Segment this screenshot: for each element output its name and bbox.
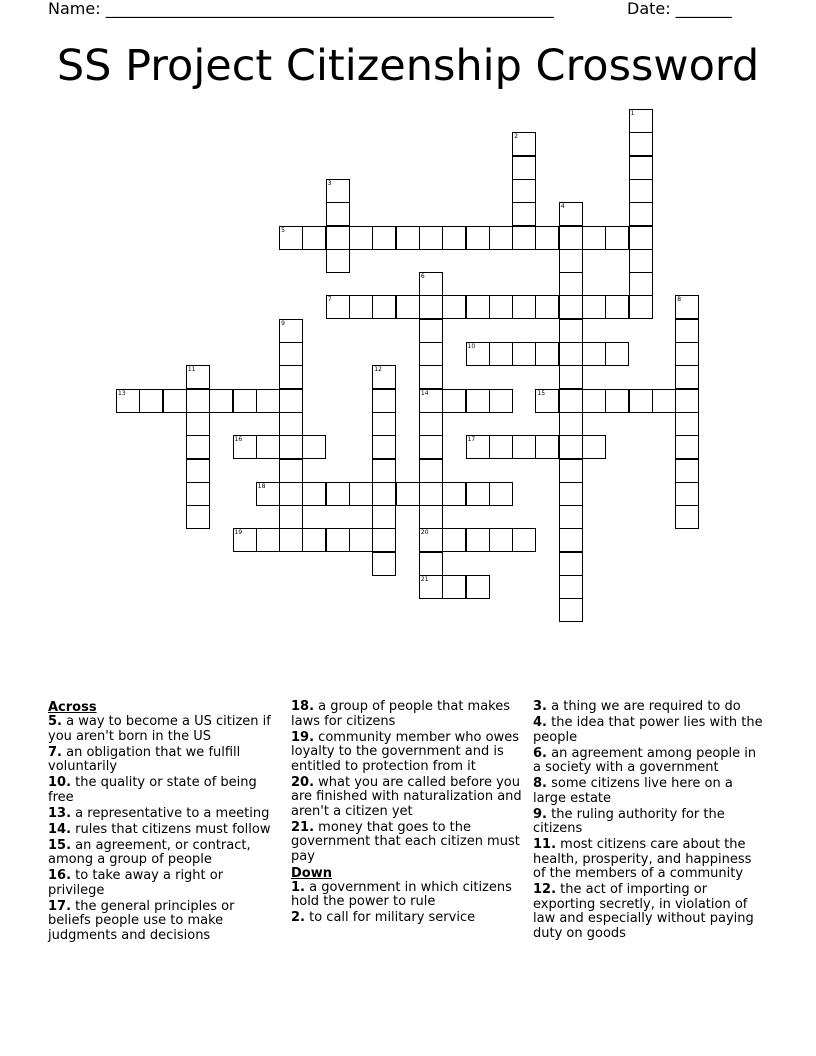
crossword-cell[interactable] bbox=[256, 435, 280, 459]
crossword-cell[interactable] bbox=[466, 575, 490, 599]
cell-number: 13 bbox=[118, 389, 126, 397]
clue-down bbox=[291, 881, 523, 910]
crossword-cell[interactable] bbox=[559, 295, 583, 319]
clue-across bbox=[48, 839, 280, 868]
cell-number: 7 bbox=[327, 296, 332, 304]
crossword-cell[interactable] bbox=[349, 528, 373, 552]
crossword-cell[interactable] bbox=[629, 132, 653, 156]
crossword-cell[interactable] bbox=[419, 412, 443, 436]
crossword-cell[interactable] bbox=[349, 295, 373, 319]
date-line: _______ bbox=[675, 0, 732, 18]
clue-down bbox=[533, 883, 765, 941]
clue-text: the act of importing or exporting secretly, in violation of law and especially without paying duty on goods bbox=[533, 882, 754, 941]
crossword-cell[interactable] bbox=[163, 389, 187, 413]
clue-text: community member who owes loyalty to the government and is entitled to protection from it bbox=[291, 729, 519, 774]
crossword-cell[interactable] bbox=[675, 482, 699, 506]
cell-number: 4 bbox=[560, 203, 565, 211]
cell-number: 18 bbox=[257, 482, 266, 490]
cell-number: 10 bbox=[467, 343, 476, 350]
crossword-cell[interactable] bbox=[256, 389, 280, 413]
crossword-cell[interactable] bbox=[559, 389, 583, 413]
crossword-cell[interactable] bbox=[675, 389, 699, 413]
crossword-cell[interactable] bbox=[629, 179, 653, 203]
name-label: Name: bbox=[48, 0, 106, 18]
crossword-cell[interactable] bbox=[349, 482, 373, 506]
clue-column-2 bbox=[291, 700, 523, 927]
crossword-cell[interactable] bbox=[559, 226, 583, 250]
clue-text: the idea that power lies with the people bbox=[533, 715, 763, 745]
clue-text: a way to become a US citizen if you aren't born in the US bbox=[48, 714, 271, 744]
crossword-cell[interactable] bbox=[186, 505, 210, 529]
clue-number: 9. bbox=[533, 806, 547, 822]
crossword-cell[interactable] bbox=[326, 179, 350, 203]
crossword-cell[interactable] bbox=[582, 435, 606, 459]
crossword-cell[interactable] bbox=[675, 365, 699, 389]
crossword-cell[interactable] bbox=[372, 505, 396, 529]
crossword-cell[interactable] bbox=[512, 435, 536, 459]
clue-text: a group of people that makes laws for citizens bbox=[291, 699, 511, 729]
crossword-cell[interactable] bbox=[326, 482, 350, 506]
crossword-cell[interactable] bbox=[559, 575, 583, 599]
clue-number: 1. bbox=[291, 879, 305, 895]
clue-across bbox=[291, 700, 523, 729]
down-heading: Down bbox=[291, 865, 332, 881]
crossword-cell[interactable] bbox=[675, 319, 699, 343]
clue-down bbox=[291, 911, 523, 926]
crossword-cell[interactable] bbox=[512, 528, 536, 552]
clue-number: 12. bbox=[533, 882, 557, 897]
crossword-cell[interactable] bbox=[629, 389, 653, 413]
crossword-cell[interactable] bbox=[256, 482, 280, 506]
cell-number: 17 bbox=[467, 436, 476, 444]
clue-number: 6. bbox=[533, 745, 547, 761]
crossword-cell[interactable] bbox=[559, 412, 583, 436]
crossword-cell[interactable] bbox=[582, 295, 606, 319]
crossword-cell[interactable] bbox=[629, 156, 653, 180]
crossword-cell[interactable] bbox=[489, 528, 513, 552]
crossword-cell[interactable] bbox=[466, 435, 490, 459]
clue-number: 11. bbox=[533, 837, 557, 852]
crossword-cell[interactable] bbox=[279, 226, 303, 250]
page-title: SS Project Citizenship Crossword bbox=[56, 41, 760, 91]
crossword-cell[interactable] bbox=[466, 389, 490, 413]
crossword-cell[interactable] bbox=[535, 435, 559, 459]
crossword-cell[interactable] bbox=[419, 459, 443, 483]
cell-number: 1 bbox=[630, 110, 635, 117]
crossword-cell[interactable] bbox=[489, 389, 513, 413]
crossword-cell[interactable] bbox=[466, 342, 490, 366]
clue-number: 4. bbox=[533, 715, 547, 730]
crossword-cell[interactable] bbox=[512, 202, 536, 226]
crossword-cell[interactable] bbox=[442, 528, 466, 552]
crossword-cell[interactable] bbox=[559, 552, 583, 576]
crossword-cell[interactable] bbox=[326, 295, 350, 319]
clue-number: 14. bbox=[48, 821, 72, 837]
crossword-cell[interactable] bbox=[559, 598, 583, 622]
clue-number: 3. bbox=[533, 699, 547, 714]
crossword-cell[interactable] bbox=[582, 389, 606, 413]
date-label: Date: bbox=[627, 0, 676, 18]
crossword-cell[interactable] bbox=[302, 482, 326, 506]
clue-text: what you are called before you are finished with naturalization and aren't a citizen yet bbox=[291, 774, 522, 819]
crossword-cell[interactable] bbox=[186, 435, 210, 459]
clue-across bbox=[48, 900, 280, 944]
clue-number: 5. bbox=[48, 714, 62, 729]
crossword-cell[interactable] bbox=[233, 528, 257, 552]
clue-text: some citizens live here on a large estate bbox=[533, 776, 733, 806]
cell-number: 12 bbox=[374, 366, 382, 374]
crossword-cell[interactable] bbox=[279, 528, 303, 552]
cell-number: 3 bbox=[327, 179, 332, 187]
crossword-cell[interactable] bbox=[535, 342, 559, 366]
crossword-cell[interactable] bbox=[419, 272, 443, 296]
crossword-cell[interactable] bbox=[582, 226, 606, 250]
crossword-cell[interactable] bbox=[186, 459, 210, 483]
crossword-cell[interactable] bbox=[279, 459, 303, 483]
cell-number: 9 bbox=[281, 319, 285, 327]
crossword-cell[interactable] bbox=[582, 342, 606, 366]
crossword-cell[interactable] bbox=[442, 295, 466, 319]
crossword-cell[interactable] bbox=[535, 295, 559, 319]
crossword-cell[interactable] bbox=[535, 226, 559, 250]
clue-number: 8. bbox=[533, 776, 547, 791]
crossword-cell[interactable] bbox=[629, 226, 653, 250]
crossword-cell[interactable] bbox=[535, 389, 559, 413]
crossword-cell[interactable] bbox=[372, 482, 396, 506]
clue-text: an agreement, or contract, among a group of people bbox=[48, 837, 251, 867]
clue-text: the ruling authority for the citizens bbox=[533, 806, 725, 836]
crossword-cell[interactable] bbox=[372, 295, 396, 319]
crossword-cell[interactable] bbox=[326, 249, 350, 273]
crossword-cell[interactable] bbox=[372, 528, 396, 552]
clue-across bbox=[48, 715, 280, 744]
crossword-cell[interactable] bbox=[559, 459, 583, 483]
clue-number: 16. bbox=[48, 868, 72, 883]
clue-number: 15. bbox=[48, 837, 72, 853]
crossword-cell[interactable] bbox=[512, 132, 536, 156]
crossword-cell[interactable] bbox=[326, 226, 350, 250]
cell-number: 14 bbox=[420, 389, 429, 397]
name-line: ________________________________________________________ bbox=[105, 0, 554, 18]
clue-text: a government in which citizens hold the power to rule bbox=[291, 879, 512, 909]
crossword-cell[interactable] bbox=[419, 389, 443, 413]
crossword-cell[interactable] bbox=[116, 389, 140, 413]
crossword-cell[interactable] bbox=[419, 319, 443, 343]
cell-number: 5 bbox=[281, 226, 285, 234]
crossword-cell[interactable] bbox=[233, 389, 257, 413]
clue-across bbox=[291, 821, 523, 865]
crossword-cell[interactable] bbox=[559, 365, 583, 389]
crossword-cell[interactable] bbox=[489, 226, 513, 250]
clue-across bbox=[48, 823, 280, 838]
clue-text: rules that citizens must follow bbox=[75, 821, 271, 837]
crossword-cell[interactable] bbox=[139, 389, 163, 413]
crossword-cell[interactable] bbox=[279, 412, 303, 436]
crossword-cell[interactable] bbox=[372, 412, 396, 436]
clue-down bbox=[533, 747, 765, 776]
crossword-cell[interactable] bbox=[675, 295, 699, 319]
crossword-cell[interactable] bbox=[419, 365, 443, 389]
crossword-cell[interactable] bbox=[186, 482, 210, 506]
crossword-cell[interactable] bbox=[279, 389, 303, 413]
clue-text: an agreement among people in a society with a government bbox=[533, 745, 757, 775]
clue-column-1 bbox=[48, 700, 280, 945]
crossword-cell[interactable] bbox=[279, 319, 303, 343]
clue-down bbox=[533, 700, 765, 715]
clue-text: the quality or state of being free bbox=[48, 775, 257, 805]
crossword-cell[interactable] bbox=[349, 226, 373, 250]
crossword-cell[interactable] bbox=[279, 342, 303, 366]
crossword-cell[interactable] bbox=[675, 342, 699, 366]
cell-number: 16 bbox=[234, 436, 243, 444]
clue-number: 21. bbox=[291, 819, 315, 835]
crossword-cell[interactable] bbox=[279, 482, 303, 506]
clue-down bbox=[533, 716, 765, 745]
clue-down bbox=[533, 777, 765, 806]
crossword-cell[interactable] bbox=[419, 505, 443, 529]
crossword-cell[interactable] bbox=[605, 342, 629, 366]
crossword-cell[interactable] bbox=[372, 226, 396, 250]
clue-text: a representative to a meeting bbox=[75, 805, 270, 821]
crossword-cell[interactable] bbox=[419, 295, 443, 319]
crossword-cell[interactable] bbox=[372, 365, 396, 389]
crossword-cell[interactable] bbox=[559, 319, 583, 343]
crossword-cell[interactable] bbox=[675, 459, 699, 483]
crossword-cell[interactable] bbox=[559, 528, 583, 552]
clue-number: 19. bbox=[291, 729, 315, 745]
cell-number: 15 bbox=[537, 389, 546, 397]
crossword-cell[interactable] bbox=[675, 435, 699, 459]
clue-across bbox=[48, 807, 280, 822]
clue-text: a thing we are required to do bbox=[551, 699, 741, 714]
crossword-cell[interactable] bbox=[629, 295, 653, 319]
cell-number: 21 bbox=[420, 576, 429, 583]
crossword-cell[interactable] bbox=[559, 272, 583, 296]
crossword-cell[interactable] bbox=[419, 575, 443, 599]
clue-text: an obligation that we fulfill voluntarily bbox=[48, 744, 241, 774]
crossword-cell[interactable] bbox=[559, 482, 583, 506]
crossword-cell[interactable] bbox=[372, 459, 396, 483]
crossword-cell[interactable] bbox=[256, 528, 280, 552]
crossword-cell[interactable] bbox=[419, 482, 443, 506]
crossword-cell[interactable] bbox=[559, 249, 583, 273]
crossword-cell[interactable] bbox=[629, 272, 653, 296]
crossword-cell[interactable] bbox=[489, 295, 513, 319]
crossword-cell[interactable] bbox=[512, 156, 536, 180]
clue-across bbox=[48, 776, 280, 805]
crossword-cell[interactable] bbox=[302, 435, 326, 459]
crossword-cell[interactable] bbox=[209, 389, 233, 413]
crossword-cell[interactable] bbox=[675, 505, 699, 529]
clue-text: most citizens care about the health, prosperity, and happiness of the members of a community bbox=[533, 837, 752, 881]
clue-number: 10. bbox=[48, 775, 72, 790]
crossword-cell[interactable] bbox=[652, 389, 676, 413]
crossword-cell[interactable] bbox=[559, 202, 583, 226]
clue-across bbox=[291, 776, 523, 820]
across-heading: Across bbox=[48, 700, 97, 715]
cell-number: 11 bbox=[187, 366, 196, 374]
crossword-cell[interactable] bbox=[559, 435, 583, 459]
crossword-cell[interactable] bbox=[442, 575, 466, 599]
clue-text: money that goes to the government that each citizen must pay bbox=[291, 819, 520, 864]
crossword-cell[interactable] bbox=[396, 226, 420, 250]
clue-across bbox=[48, 869, 280, 898]
crossword-cell[interactable] bbox=[419, 342, 443, 366]
crossword-cell[interactable] bbox=[605, 389, 629, 413]
crossword-cell[interactable] bbox=[559, 342, 583, 366]
crossword-cell[interactable] bbox=[512, 179, 536, 203]
crossword-cell[interactable] bbox=[629, 202, 653, 226]
cell-number: 6 bbox=[420, 273, 425, 281]
crossword-cell[interactable] bbox=[419, 435, 443, 459]
clue-number: 13. bbox=[48, 805, 72, 821]
crossword-cell[interactable] bbox=[396, 482, 420, 506]
crossword-cell[interactable] bbox=[396, 295, 420, 319]
clue-across bbox=[48, 746, 280, 775]
crossword-cell[interactable] bbox=[489, 435, 513, 459]
crossword-cell[interactable] bbox=[466, 528, 490, 552]
crossword-cell[interactable] bbox=[442, 389, 466, 413]
clue-number: 18. bbox=[291, 699, 315, 714]
crossword-cell[interactable] bbox=[512, 295, 536, 319]
cell-number: 2 bbox=[514, 133, 518, 141]
crossword-cell[interactable] bbox=[279, 435, 303, 459]
crossword-cell[interactable] bbox=[186, 365, 210, 389]
crossword-cell[interactable] bbox=[605, 295, 629, 319]
cell-number: 8 bbox=[677, 296, 682, 304]
crossword-cell[interactable] bbox=[489, 482, 513, 506]
crossword-cell[interactable] bbox=[419, 226, 443, 250]
crossword-cell[interactable] bbox=[372, 552, 396, 576]
crossword-cell[interactable] bbox=[326, 202, 350, 226]
crossword-cell[interactable] bbox=[675, 412, 699, 436]
crossword-cell[interactable] bbox=[302, 528, 326, 552]
crossword-cell[interactable] bbox=[279, 505, 303, 529]
clue-down bbox=[533, 838, 765, 882]
crossword-cell[interactable] bbox=[279, 365, 303, 389]
crossword-cell[interactable] bbox=[442, 482, 466, 506]
crossword-cell[interactable] bbox=[442, 226, 466, 250]
crossword-cell[interactable] bbox=[186, 389, 210, 413]
clue-number: 17. bbox=[48, 898, 72, 914]
clue-text: to take away a right or privilege bbox=[48, 868, 224, 898]
crossword-cell[interactable] bbox=[512, 226, 536, 250]
crossword-cell[interactable] bbox=[326, 528, 350, 552]
clue-across bbox=[291, 731, 523, 775]
crossword-cell[interactable] bbox=[302, 226, 326, 250]
crossword-cell[interactable] bbox=[372, 435, 396, 459]
crossword-cell[interactable] bbox=[419, 528, 443, 552]
crossword-cell[interactable] bbox=[466, 226, 490, 250]
crossword-cell[interactable] bbox=[372, 389, 396, 413]
clue-number: 2. bbox=[291, 910, 305, 925]
crossword-cell[interactable] bbox=[466, 295, 490, 319]
clue-column-3 bbox=[533, 700, 765, 943]
clue-text: the general principles or beliefs people use to make judgments and decisions bbox=[48, 898, 235, 943]
clue-number: 7. bbox=[48, 744, 62, 760]
crossword-cell[interactable] bbox=[419, 552, 443, 576]
crossword-cell[interactable] bbox=[186, 412, 210, 436]
cell-number: 19 bbox=[234, 529, 243, 537]
crossword-cell[interactable] bbox=[629, 249, 653, 273]
clue-number: 20. bbox=[291, 774, 315, 790]
crossword-cell[interactable] bbox=[629, 109, 653, 133]
crossword-cell[interactable] bbox=[489, 342, 513, 366]
crossword-cell[interactable] bbox=[233, 435, 257, 459]
clue-down bbox=[533, 808, 765, 837]
clue-text: to call for military service bbox=[309, 910, 476, 925]
crossword-cell[interactable] bbox=[559, 505, 583, 529]
crossword-cell[interactable] bbox=[605, 226, 629, 250]
crossword-cell[interactable] bbox=[466, 482, 490, 506]
crossword-cell[interactable] bbox=[512, 342, 536, 366]
cell-number: 20 bbox=[420, 529, 429, 537]
